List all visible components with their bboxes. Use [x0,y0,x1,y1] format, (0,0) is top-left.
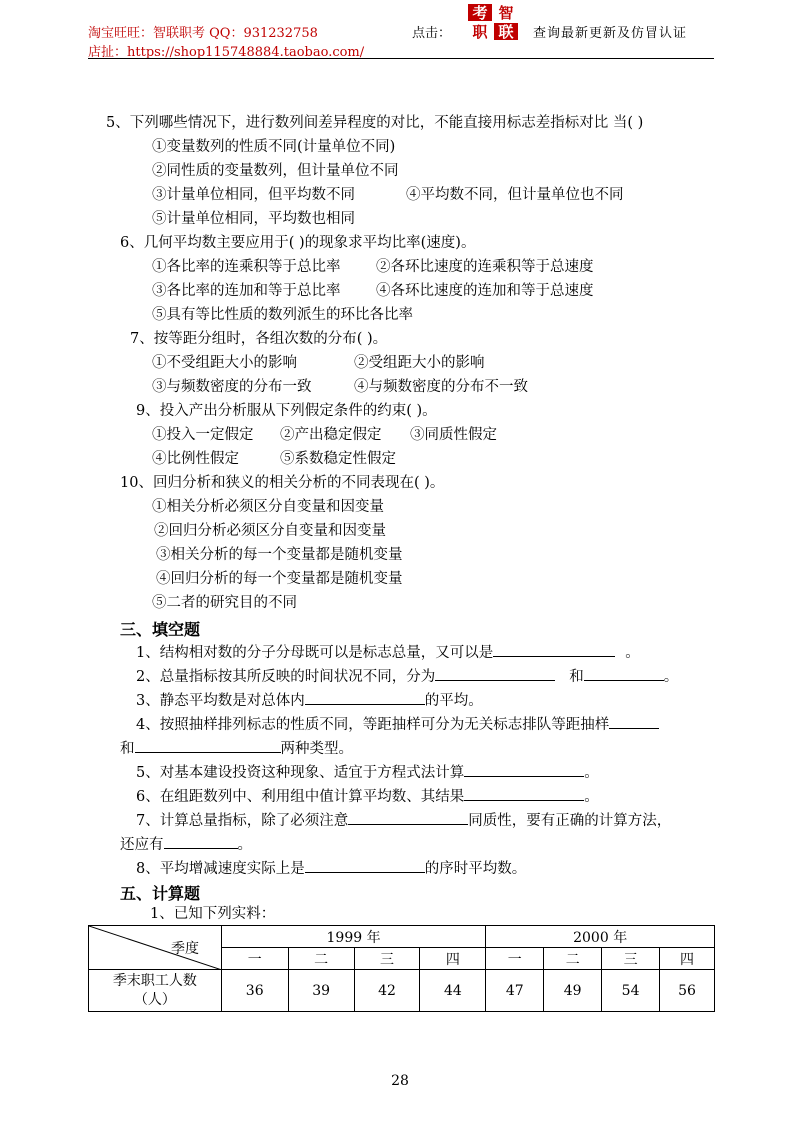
table-value: 56 [660,970,715,1012]
fill-7-also: 还应有 [120,837,164,853]
table-value: 44 [420,970,486,1012]
q6-option-1: ①各比率的连乘积等于总比率 [152,259,341,275]
header-contact: 淘宝旺旺：智联职考 QQ：931232758 [88,26,318,41]
fill-7-text: 7、计算总量指标，除了必须注意 [136,813,349,829]
q5-option-5: ⑤计量单位相同，平均数也相同 [152,211,355,227]
fill-7-blank-2[interactable] [164,834,238,849]
header-verify-link[interactable]: 查询最新更新及仿冒认证 [533,26,688,41]
q7-option-1: ①不受组距大小的影响 [152,355,297,371]
fill-2 [136,666,678,686]
fill-8-end: 的序时平均数。 [424,861,527,877]
fill-2-text: 2、总量指标按其所反映的时间状况不同，分为 [136,669,436,685]
table-corner-label: 季度 [171,941,199,957]
quarter-header: 一 [486,948,544,970]
page-number: 28 [391,1073,409,1089]
fill-5-text: 5、对基本建设投资这种现象、适宜于方程式法计算 [136,765,465,781]
q10-option-2: ②回归分析必须区分自变量和因变量 [154,523,386,539]
question-7: 7、按等距分组时，各组次数的分布( )。 [130,331,388,347]
q5-option-4: ④平均数不同，但计量单位也不同 [406,187,624,203]
table-year-2000: 2000 年 [486,926,715,948]
table-corner-cell [89,926,222,970]
quarter-header: 三 [354,948,420,970]
corner-diagonal [89,926,222,970]
table-value: 49 [544,970,602,1012]
logo-char-1: 考 [472,4,488,22]
row-label-line-2: （人） [133,991,176,1008]
quarter-header: 二 [544,948,602,970]
logo-char-4: 联 [498,23,514,41]
q7-option-3: ③与频数密度的分布一致 [152,379,312,395]
fill-4-blank-2[interactable] [135,738,281,753]
fill-1-end: 。 [625,645,640,661]
question-6: 6、几何平均数主要应用于( )的现象求平均比率(速度)。 [120,235,476,251]
quarter-header: 一 [221,948,288,970]
fill-2-blank-2[interactable] [584,666,664,681]
fill-3-text: 3、静态平均数是对总体内 [136,693,305,709]
q7-option-2: ②受组距大小的影响 [354,355,485,371]
q6-option-5: ⑤具有等比性质的数列派生的环比各比率 [152,307,413,323]
data-table [88,925,715,1012]
q9-option-2: ②产出稳定假定 [280,427,382,443]
fill-7-end: 。 [237,837,252,853]
section-calc-title: 五、计算题 [120,884,201,903]
fill-2-blank-1[interactable] [435,666,555,681]
fill-4-blank-1[interactable] [609,714,659,729]
fill-5-blank[interactable] [464,762,584,777]
fill-1-text: 1、结构相对数的分子分母既可以是标志总量，又可以是 [136,645,494,661]
fill-6-end: 。 [584,789,599,805]
fill-4-and: 和 [120,741,135,757]
fill-5-end: 。 [584,765,599,781]
fill-8 [136,858,526,878]
q6-option-2: ②各环比速度的连乘积等于总速度 [376,259,594,275]
q6-option-4: ④各环比速度的连加和等于总速度 [376,283,594,299]
header-shop-link[interactable]: 店扯：https://shop115748884.taobao.com/ [88,45,365,60]
row-label-line-1: 季末职工人数 [112,972,197,989]
fill-1-blank[interactable] [493,642,615,657]
question-10: 10、回归分析和狭义的相关分析的不同表现在( )。 [120,475,445,491]
fill-6-text: 6、在组距数列中、利用组中值计算平均数、其结果 [136,789,465,805]
calc-question-1: 1、已知下列实料： [150,906,276,922]
q10-option-4: ④回归分析的每一个变量都是随机变量 [156,571,403,587]
q9-option-4: ④比例性假定 [152,451,239,467]
q5-option-3: ③计量单位相同，但平均数不同 [152,187,355,203]
q10-option-3: ③相关分析的每一个变量都是随机变量 [156,547,403,563]
fill-7-mid: 同质性，要有正确的计算方法， [468,813,672,829]
fill-6-blank[interactable] [464,786,584,801]
q7-option-4: ④与频数密度的分布不一致 [354,379,528,395]
fill-1 [136,642,640,662]
fill-5 [136,762,599,782]
question-5: 5、下列哪些情况下，进行数列间差异程度的对比，不能直接用标志差指标对比 当( ) [106,115,644,131]
logo-char-3: 职 [472,23,488,41]
logo-char-2: 智 [498,4,514,22]
fill-7 [136,810,671,830]
fill-2-and: 和 [569,669,584,685]
fill-6 [136,786,599,806]
fill-4-text: 4、按照抽样排列标志的性质不同，等距抽样可分为无关标志排队等距抽样 [136,717,610,733]
fill-3 [136,690,483,710]
q5-option-2: ②同性质的变量数列，但计量单位不同 [152,163,399,179]
table-row-label [89,970,222,1012]
q9-option-1: ①投入一定假定 [152,427,254,443]
fill-7-cont [120,834,252,854]
table-value: 47 [486,970,544,1012]
q9-option-3: ③同质性假定 [410,427,497,443]
q10-option-1: ①相关分析必须区分自变量和因变量 [152,499,384,515]
quarter-header: 三 [602,948,660,970]
zhilian-logo[interactable] [466,2,522,42]
header-click-label: 点击： [412,26,452,41]
fill-3-blank[interactable] [305,690,425,705]
quarter-header: 四 [420,948,486,970]
fill-8-text: 8、平均增减速度实际上是 [136,861,305,877]
table-year-1999: 1999 年 [221,926,486,948]
fill-4-end: 两种类型。 [280,741,353,757]
fill-4 [136,714,659,734]
q6-option-3: ③各比率的连加和等于总比率 [152,283,341,299]
section-fill-title: 三、填空题 [120,620,201,639]
table-value: 39 [288,970,354,1012]
fill-8-blank[interactable] [305,858,425,873]
header-divider [88,58,714,59]
table-value: 42 [354,970,420,1012]
quarter-header: 四 [660,948,715,970]
q9-option-5: ⑤系数稳定性假定 [280,451,396,467]
table-value: 36 [221,970,288,1012]
fill-2-end: 。 [663,669,679,685]
q5-option-1: ①变量数列的性质不同(计量单位不同) [152,139,396,155]
q10-option-5: ⑤二者的研究目的不同 [152,595,297,611]
quarter-header: 二 [288,948,354,970]
fill-7-blank-1[interactable] [348,810,468,825]
fill-3-end: 的平均。 [424,693,483,709]
fill-4-cont [120,738,353,758]
table-value: 54 [602,970,660,1012]
question-9: 9、投入产出分析服从下列假定条件的约束( )。 [136,403,437,419]
